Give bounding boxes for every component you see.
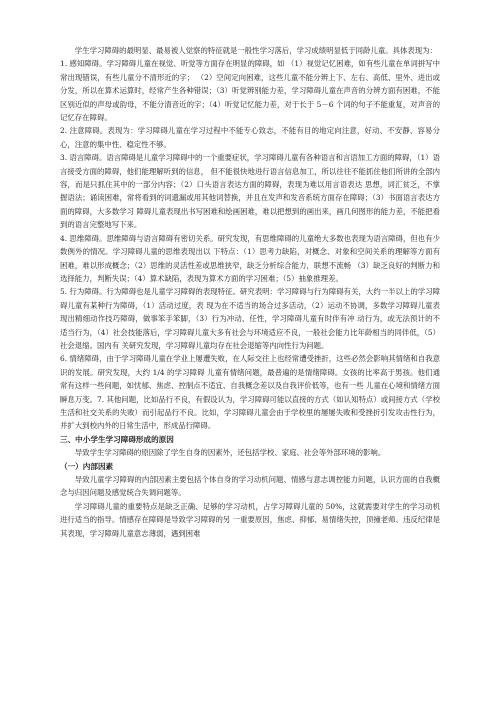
paragraph-emotion: 6. 情绪障碍，由于学习障碍儿童在学业上屡遭失败，在人际交往上也经常遭受挫折，这些必然会影响其情绪和自我意识的发展。研究发现，大约 1/4 的学习障碍 儿童有情绪问题，最普遍的是情绪障碍。女孩的比率高于男孩。他们通常有这样一些问题，如忧郁、焦虑、控制点不适宜、自我概念差以及自我评价低等，也有一些 儿童在心境和情绪方面瞬息万变。7. 其他问题，比如品行不良，有假设认为，学习障碍可能以直接的方式（如认知特点）或间接方式（学校生活和社交关系的失败）而引起品行不良。比如，学习障碍儿童会由于学校里的屡屡失败和受挫折引发攻击性行为，并扩大到校内外的日常生活中，形成品行障碍。: [60, 354, 440, 431]
document-page: [60, 44, 440, 540]
paragraph-behavior: 5. 行为障碍。行为障碍也是儿童学习障碍的表现特征。研究表明：学习障碍与行为障碍有关，大约一半以上的学习障碍儿童有某种行为障碍，（1）活动过度，表 现为在不适当的场合过多活动，（2）运动不协调，多数学习障碍儿童表现出精细动作技巧障碍，做事笨手笨脚，（3）行为冲动、任性，学习障碍儿童有时伴有冲 动行为，或无法预计的不适当行为，（4）社会技能落后，学习障碍儿童大多有社会与环境适应不良，一般社会能力比年龄相当的同伴低，（5）社会退缩。国内有 关研究发现，学习障碍儿童均存在社会退缩等内向性行为问题。: [60, 287, 440, 350]
section-intro: 导致学生学习障碍的原因除了学生自身的因素外，还包括学校、家庭、社会等外部环境的影响。: [74, 448, 386, 458]
paragraph-attention: 2. 注意障碍。表现为：学习障碍儿童在学习过程中不能专心致志，不能有目的地定向注意，好动、不安静、容易分心，注意的集中性、稳定性不够。: [60, 126, 440, 149]
paragraph-internal-factors: 导致儿童学习障碍的内部因素主要包括个体自身的学习动机问题、情感与意志调控能力问题，认识方面的自我概念与归因问题及感觉统合失调问题等。: [60, 475, 440, 498]
paragraph-perception: 1. 感知障碍。学习障碍儿童在视觉、听觉等方面存在明显的障碍，如 （1）视觉记忆困难，如有些儿童在单词拼写中常出现错误，有些儿童分不清形近的字； （2）空间定向困难，这些儿童不能分辨上下、左右、高低、里外、进出或分发，所以在算术运算时，经常产生各种错误；（3）听觉辨别能力差，学习障碍儿童在声音的分辨方面有困难，不能区别近似的声母或韵母，不能分清音近的字；（4）听觉记忆能力差，对于长于 5－6 个词的句子不能重复，对声音的记忆存在障碍。: [60, 59, 440, 123]
paragraph-language: 3. 语言障碍。语言障碍是儿童学习障碍中的一个重要症状，学习障碍儿童有各种语言和言语加工方面的障碍，（1）语言接受方面的障碍，他们能理解听到的信息， 但不能很快地进行语言信息加工，所以往往不能抓住他们所讲的全部内容，而是只抓住其中的一部分内容；（2）口头语言表达方面的障碍，表现为难以用言语表达 思想，词汇贫乏，不掌握语法；诵读困难，常将看到的词遗漏或用其他词替换，并且在发声和发音系统方面存在障碍；（3）书面语言表达方面的障碍，大多数学习 障碍儿童表现出书写困难和绘画困难，难以把想到的画出来，画几何图形的能力差，不能把看到的语言完整地写下来。: [60, 153, 440, 230]
paragraph-thinking: 4. 思维障碍。思维障碍与语言障碍有密切关系。研究发现，有思维障碍的儿童绝大多数也表现为语言障碍，但也有少数例外的情况。学习障碍儿童的思维表现出以 下特点：（1）思考力缺陷，对概念、对象和空间关系的理解等方面有困难，难以形成概念；（2）思维的灵活性差或思维狭窄，缺乏分析综合能力，联想不流畅 （3）缺乏良好的判断力和选择能力，判断失误；（4）算术缺陷，表现为算术方面的学习困难；（5）抽象推理差。: [60, 233, 440, 283]
paragraph-motivation: 学习障碍儿童的重要特点是缺乏正确、足够的学习动机，占学习障碍儿童的 50%，这就需要对学生的学习动机进行适当的指导。情感存在障碍是导致学习障碍的另 一重要原因，焦虑、抑郁、易情绪失控，顶撞老师、违反纪律是其表现，学习障碍儿童意志薄弱，遇到困难: [60, 501, 440, 538]
intro-text: 学生学习障碍的最明显、最易被人觉察的特征就是一般性学习落后，学习成绩明显低于同龄儿童。具体表现为：: [74, 46, 437, 55]
section-heading: 三、中小学生学习障碍形成的原因: [60, 434, 174, 444]
sub-heading: （一）内部因素: [60, 461, 114, 471]
